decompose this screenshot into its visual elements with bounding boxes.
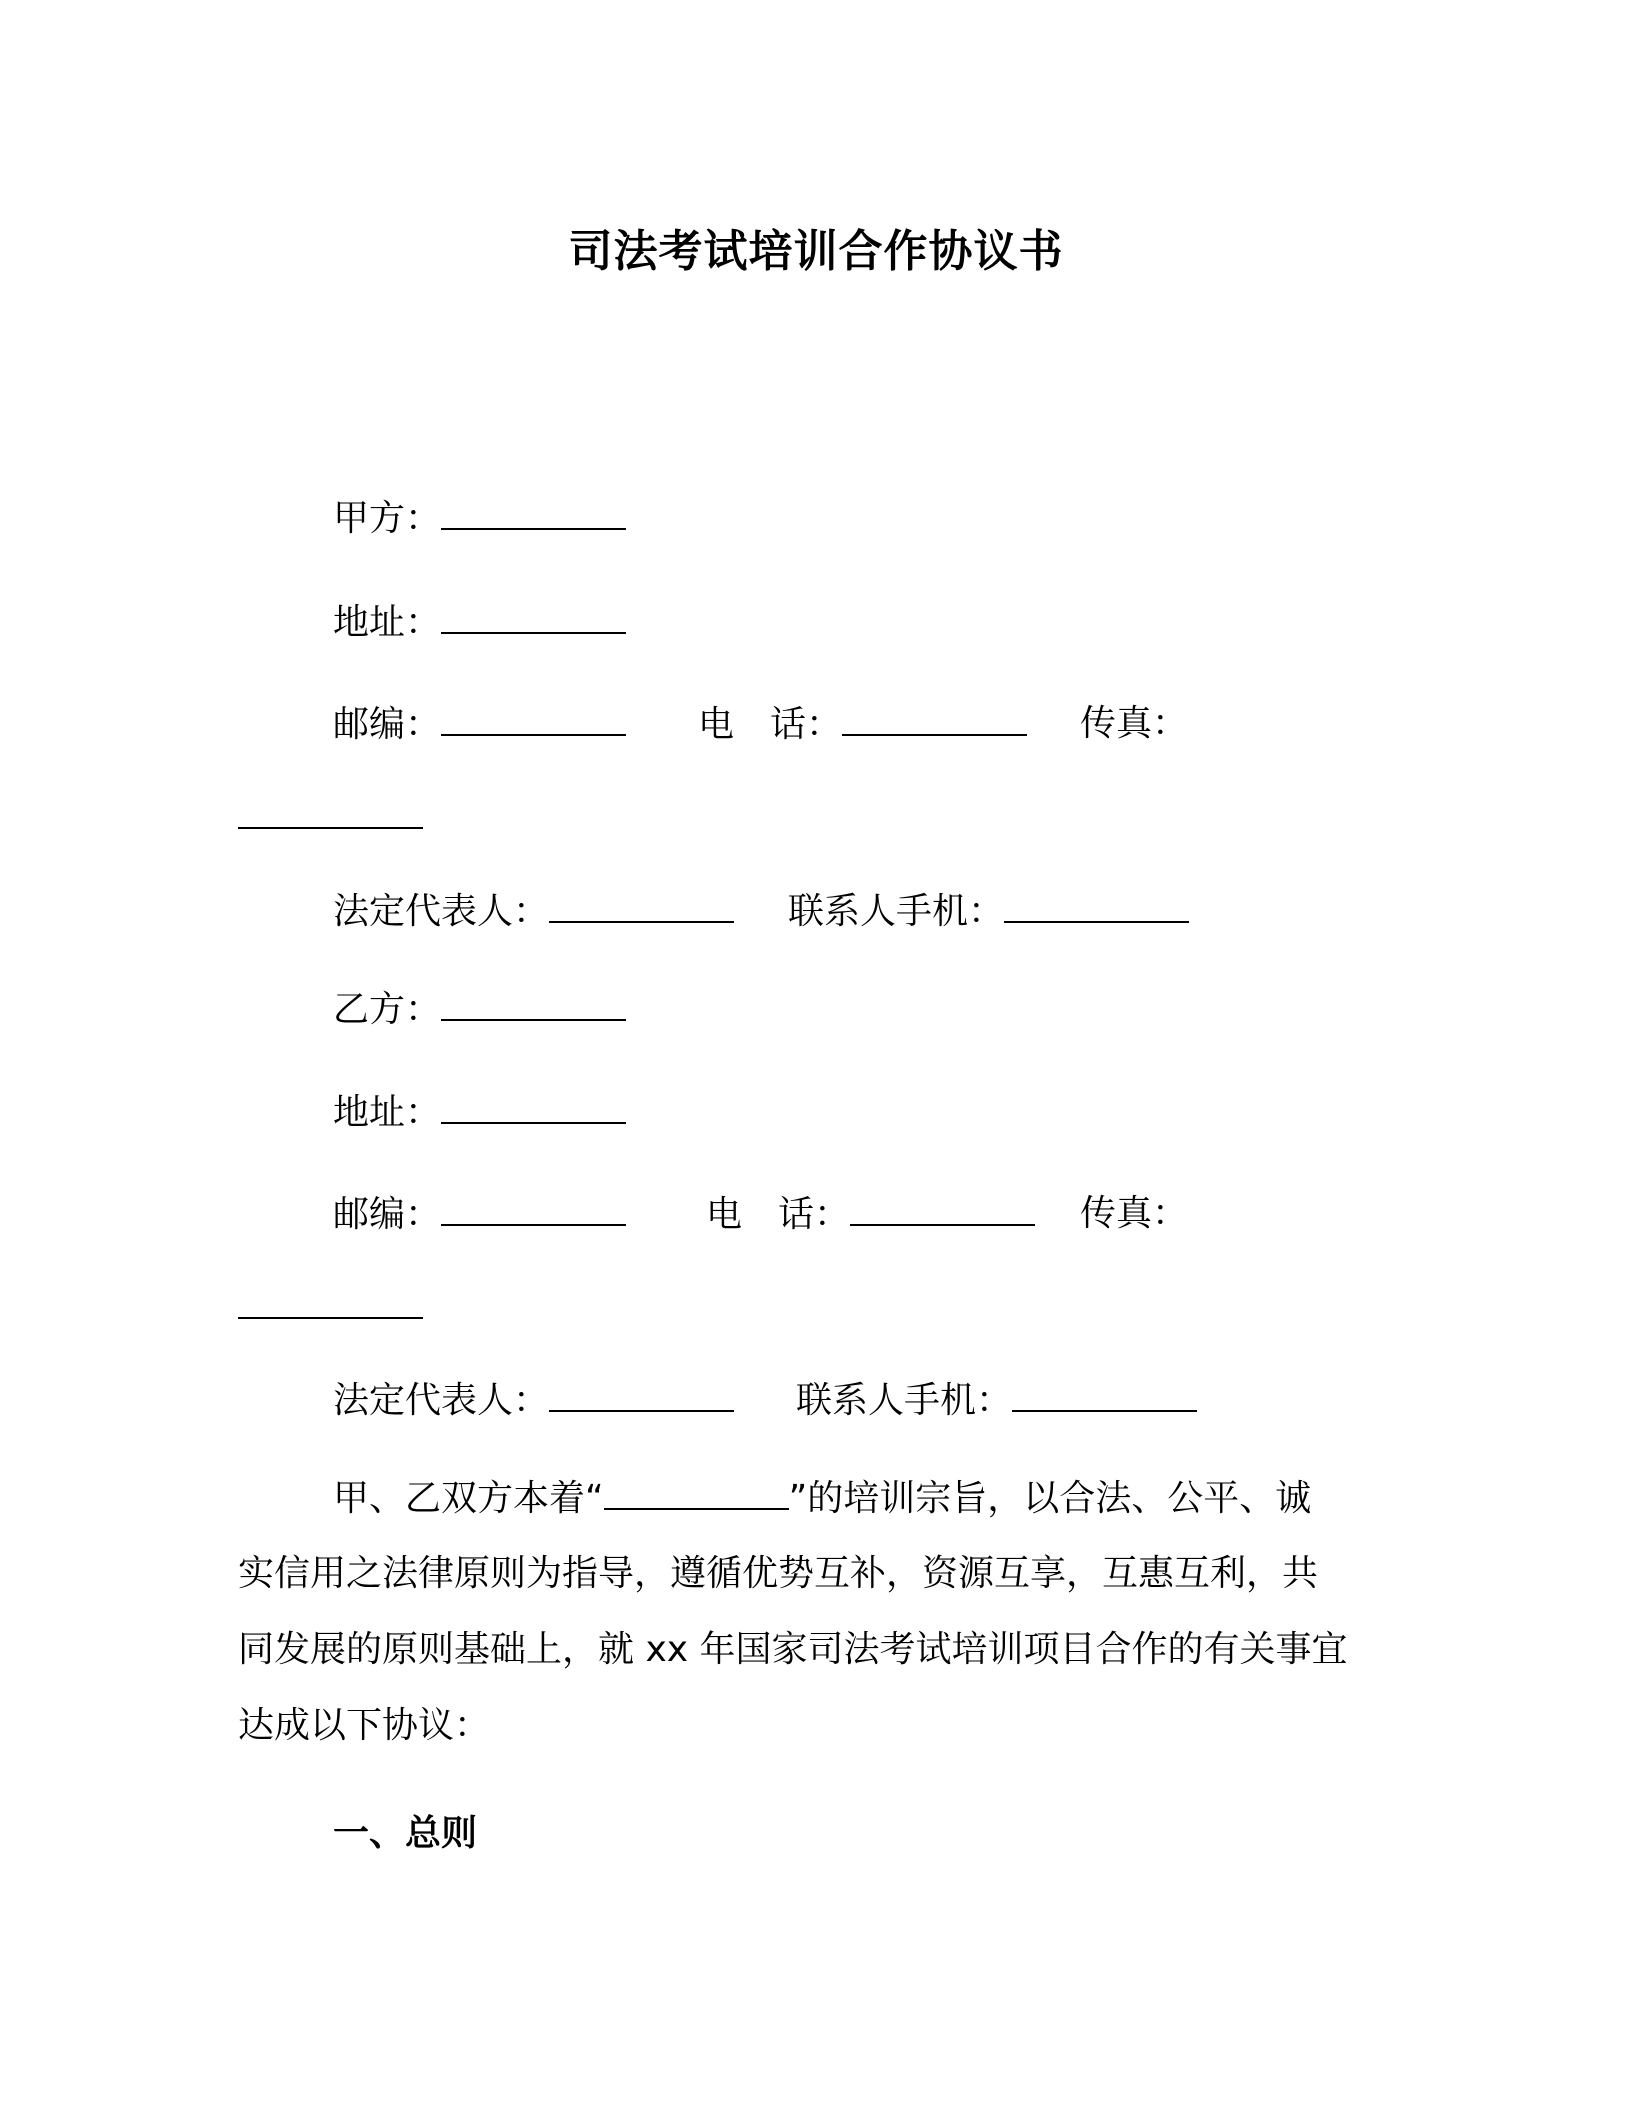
party-b-contact-mobile-label: 联系人手机： [796,1380,1013,1421]
party-b-legal-rep-blank[interactable] [549,1376,734,1412]
party-a-postcode-label: 邮编： [333,704,442,745]
party-b-legal-rep-label: 法定代表人： [333,1380,550,1421]
party-b-rep-line [0,1376,1632,1424]
party-a-rep-line [0,887,1632,935]
party-b-name-line [333,985,626,1034]
party-a-name-blank[interactable] [441,494,626,530]
party-a-contact-line [0,700,1632,748]
intro-line-1-end: ”的培训宗旨，以合法、公平、诚 [788,1478,1312,1519]
training-purpose-blank[interactable] [604,1474,789,1510]
party-a-legal-rep-label: 法定代表人： [333,891,550,932]
party-b-fax-blank-line [238,1283,423,1332]
intro-line-1-start: 甲、乙双方本着“ [333,1478,604,1519]
party-b-name-label: 乙方： [333,989,442,1030]
intro-line-4: 达成以下协议： [238,1705,491,1746]
section-1-heading: 一、总则 [333,1813,478,1854]
party-a-fax-blank-line [238,793,423,842]
party-a-legal-rep-blank[interactable] [549,887,734,923]
party-a-phone-blank[interactable] [842,700,1027,736]
party-b-postcode-blank[interactable] [441,1190,626,1226]
party-a-name-label: 甲方： [333,498,442,539]
party-b-address-blank[interactable] [441,1088,626,1124]
intro-line-2: 实信用之法律原则为指导，遵循优势互补，资源互享，互惠互利，共 [238,1553,1319,1594]
party-b-fax-blank[interactable] [238,1283,423,1319]
party-b-contact-mobile-blank[interactable] [1012,1376,1197,1412]
party-a-postcode-blank[interactable] [441,700,626,736]
party-a-name-line [333,494,626,543]
party-b-fax-label: 传真： [1080,1193,1189,1234]
party-b-address-label: 地址： [333,1092,442,1133]
party-b-address-line [333,1088,626,1137]
party-a-address-line [333,598,626,647]
intro-line-1 [333,1474,1473,1523]
party-b-postcode-label: 邮编： [333,1194,442,1235]
party-a-contact-mobile-blank[interactable] [1004,887,1189,923]
party-a-address-label: 地址： [333,602,442,643]
document-title: 司法考试培训合作协议书 [568,226,1064,277]
party-b-contact-line [0,1190,1632,1238]
party-a-fax-label: 传真： [1080,703,1189,744]
intro-line-3: 同发展的原则基础上，就 xx 年国家司法考试培训项目合作的有关事宜 [238,1629,1348,1670]
party-b-phone-label: 电 话： [706,1194,851,1235]
party-b-name-blank[interactable] [441,985,626,1021]
party-a-contact-mobile-label: 联系人手机： [788,891,1005,932]
party-a-address-blank[interactable] [441,598,626,634]
party-a-phone-label: 电 话： [698,704,843,745]
party-a-fax-blank[interactable] [238,793,423,829]
party-b-phone-blank[interactable] [850,1190,1035,1226]
